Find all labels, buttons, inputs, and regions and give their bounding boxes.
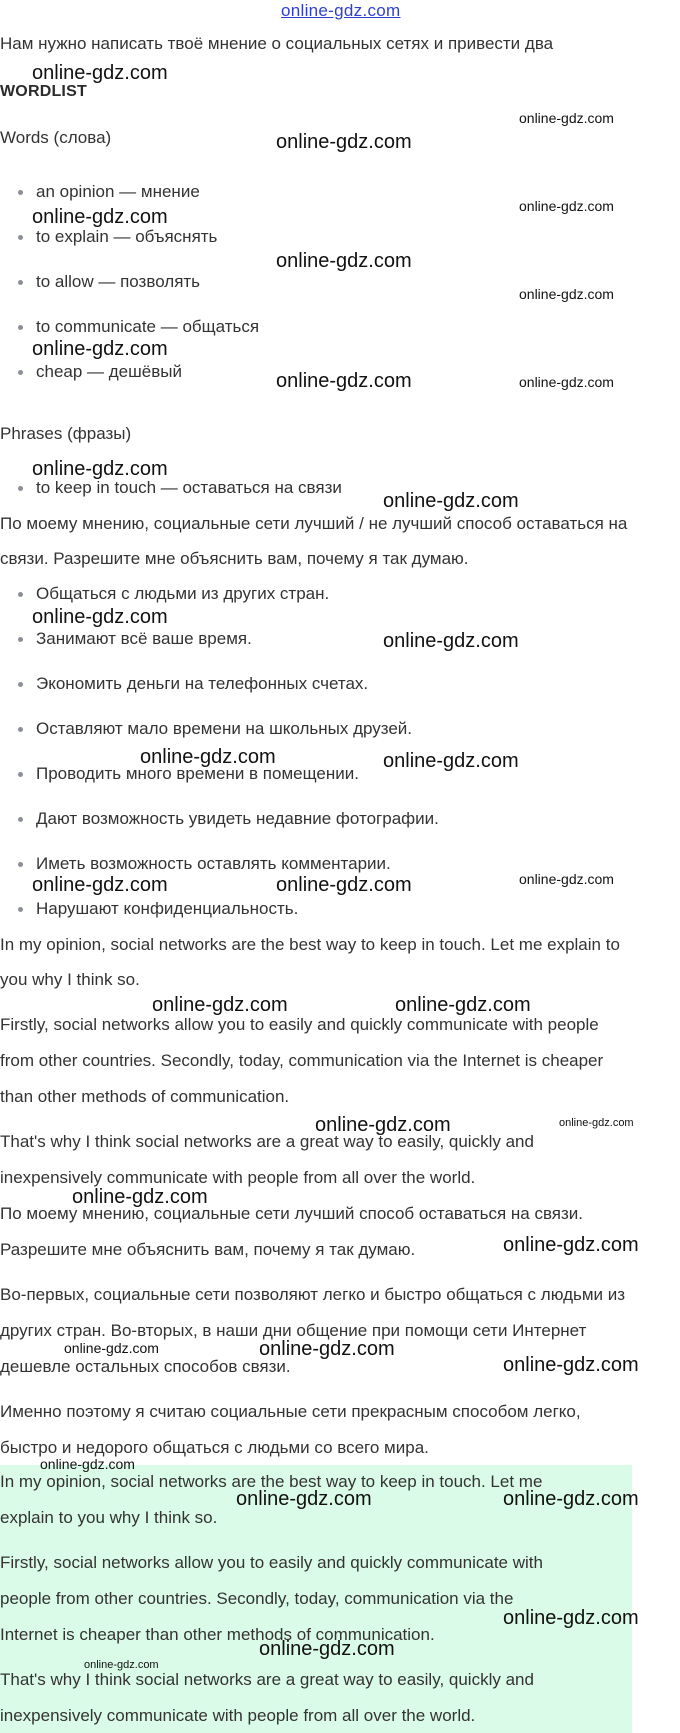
watermark: online-gdz.com [276, 874, 412, 896]
watermark: online-gdz.com [519, 374, 614, 390]
words-heading: Words (слова) [0, 128, 112, 147]
watermark: online-gdz.com [236, 1488, 372, 1510]
watermark: online-gdz.com [259, 1638, 395, 1660]
intro-text: Нам нужно написать твоё мнение о социальных сетях и привести два [0, 34, 554, 53]
watermark: online-gdz.com [503, 1607, 639, 1629]
en-essay-line: That's why I think social networks are a great way to easily, quickly and [0, 1132, 534, 1151]
watermark: online-gdz.com [276, 370, 412, 392]
watermark: online-gdz.com [315, 1114, 451, 1136]
highlight-line: In my opinion, social networks are the best way to keep in touch. Let me [0, 1472, 543, 1491]
watermark: online-gdz.com [32, 206, 168, 228]
bullet-icon [18, 862, 23, 867]
watermark: online-gdz.com [276, 250, 412, 272]
watermark: online-gdz.com [503, 1354, 639, 1376]
watermark: online-gdz.com [503, 1234, 639, 1256]
ru-essay-line: быстро и недорого общаться с людьми со всего мира. [0, 1438, 429, 1457]
bullet-icon [18, 190, 23, 195]
ru-essay-line: По моему мнению, социальные сети лучший способ оставаться на связи. [0, 1204, 584, 1223]
en-essay-line: than other methods of communication. [0, 1087, 290, 1106]
ru-essay-line: дешевле остальных способов связи. [0, 1357, 291, 1376]
bullet-icon [18, 280, 23, 285]
en-essay-line: from other countries. Secondly, today, communication via the Internet is cheaper [0, 1051, 604, 1070]
watermark: online-gdz.com [395, 994, 531, 1016]
watermark: online-gdz.com [276, 131, 412, 153]
en-essay-line: In my opinion, social networks are the best way to keep in touch. Let me explain to [0, 935, 620, 954]
bullet-icon [18, 772, 23, 777]
watermark: online-gdz.com [64, 1340, 159, 1356]
highlight-line: Firstly, social networks allow you to easily and quickly communicate with [0, 1553, 543, 1572]
ru-essay-line: Во-первых, социальные сети позволяют легко и быстро общаться с людьми из [0, 1285, 626, 1304]
watermark: online-gdz.com [559, 1117, 634, 1129]
bullet-icon [18, 637, 23, 642]
watermark: online-gdz.com [40, 1456, 135, 1472]
bullet-icon [18, 370, 23, 375]
en-essay-line: you why I think so. [0, 970, 140, 989]
watermark: online-gdz.com [32, 874, 168, 896]
bullet-icon [18, 682, 23, 687]
watermark: online-gdz.com [152, 994, 288, 1016]
bullet-icon [18, 907, 23, 912]
watermark: online-gdz.com [519, 198, 614, 214]
bullet-icon [18, 727, 23, 732]
en-essay-line: inexpensively communicate with people from all over the world. [0, 1168, 476, 1187]
wordlist-title: WORDLIST [0, 83, 87, 100]
highlight-line: people from other countries. Secondly, today, communication via the [0, 1589, 514, 1608]
watermark: online-gdz.com [519, 871, 614, 887]
watermark: online-gdz.com [72, 1186, 208, 1208]
bullet-icon [18, 592, 23, 597]
watermark: online-gdz.com [383, 490, 519, 512]
phrases-heading: Phrases (фразы) [0, 424, 132, 443]
watermark: online-gdz.com [383, 750, 519, 772]
watermark: online-gdz.com [519, 286, 614, 302]
bullet-icon [18, 235, 23, 240]
watermark: online-gdz.com [383, 630, 519, 652]
ru-intro-line: По моему мнению, социальные сети лучший / не лучший способ оставаться на [0, 514, 628, 533]
ru-essay-line: других стран. Во-вторых, в наши дни общение при помощи сети Интернет [0, 1321, 587, 1340]
watermark: online-gdz.com [84, 1659, 159, 1671]
watermark: online-gdz.com [259, 1338, 395, 1360]
watermark: online-gdz.com [32, 606, 168, 628]
en-essay-line: Firstly, social networks allow you to easily and quickly communicate with people [0, 1015, 599, 1034]
highlight-line: That's why I think social networks are a great way to easily, quickly and [0, 1670, 534, 1689]
ru-intro-line: связи. Разрешите мне объяснить вам, почему я так думаю. [0, 549, 469, 568]
ru-essay-line: Разрешите мне объяснить вам, почему я так думаю. [0, 1240, 416, 1259]
watermark: online-gdz.com [32, 62, 168, 84]
ru-essay-line: Именно поэтому я считаю социальные сети прекрасным способом легко, [0, 1402, 581, 1421]
bullet-icon [18, 817, 23, 822]
bullet-icon [18, 486, 23, 491]
highlight-line: Internet is cheaper than other methods of communication. [0, 1625, 435, 1644]
watermark: online-gdz.com [519, 110, 614, 126]
watermark: online-gdz.com [32, 338, 168, 360]
watermark: online-gdz.com [140, 746, 276, 768]
highlight-line: inexpensively communicate with people from all over the world. [0, 1706, 476, 1725]
watermark: online-gdz.com [32, 458, 168, 480]
highlight-line: explain to you why I think so. [0, 1508, 218, 1527]
watermark: online-gdz.com [503, 1488, 639, 1510]
bullet-icon [18, 325, 23, 330]
site-logo-link[interactable]: online-gdz.com [281, 1, 401, 20]
page: online-gdz.com Нам нужно написать твоё мнение о социальных сетях и привести два WORDLIST Words (слова) an opinion — мнение to explain — объяснять to allow — позволять to communicate — общаться cheap — дешёвый Phrases (фразы) to keep in touch — оставаться на связи По моему мнению, социальные сети лучший / не лучший способ оставаться на связи. Разрешите мне объяснить вам, почему я так думаю. Общаться с людьми из других стран. Занимают всё ваше время. Экономить деньги на телефонных счетах. Оставляют мало времени на школьных друзей. Проводить много времени в помещении. Дают возможность увидеть недавние фотографии. Иметь возможность оставлять комментарии. Нарушают конфиденциальность. In my opinion, social networks are the best way to keep in touch. Let me explain to you why I think so. Firstly, social networks allow you to easily and quickly communicate with people from other countries. Secondly, today, communication via the Internet is cheaper than other methods of communication. That's why I think social networks are a great way to easily, quickly and inexpensively communicate with people from all over the world. По моему мнению, социальные сети лучший способ оставаться на связи. Разрешите мне объяснить вам, почему я так думаю. Во-первых, социальные сети позволяют легко и быстро общаться с людьми из других стран. Во-вторых, в наши дни общение при помощи сети Интернет дешевле остальных способов связи. Именно поэтому я считаю социальные сети прекрасным способом легко, быстро и недорого общаться с людьми со всего мира. In my opinion, social networks are the best way to keep in touch. Let me explain to you why I think so. Firstly, social networks allow you to easily and quickly communicate with people from other countries. Secondly, today, communication via the Internet is cheaper than other methods of communication. That's why I think social networks are a great way to easily, quickly and inexpensively communicate with people from all over the world. online-gdz.com online-gdz.com online-gdz.com online-gdz.com online-gdz.com online-gdz.com online-gdz.com online-gdz.com online-gdz.com online-gdz.com online-gdz.com online-gdz.com online-gdz.com online-gdz.com online-gdz.com online-gdz.com online-gdz.com online-gdz.com online-gdz.com online-gdz.com online-gdz.com online-gdz.com online-gdz.com online-gdz.com online-gdz.com online-gdz.com online-gdz.com online-gdz.com online-gdz.com online-gdz.com online-gdz.com online-gdz.com online-gdz.com online-gdz.com [0, 0, 680, 1733]
